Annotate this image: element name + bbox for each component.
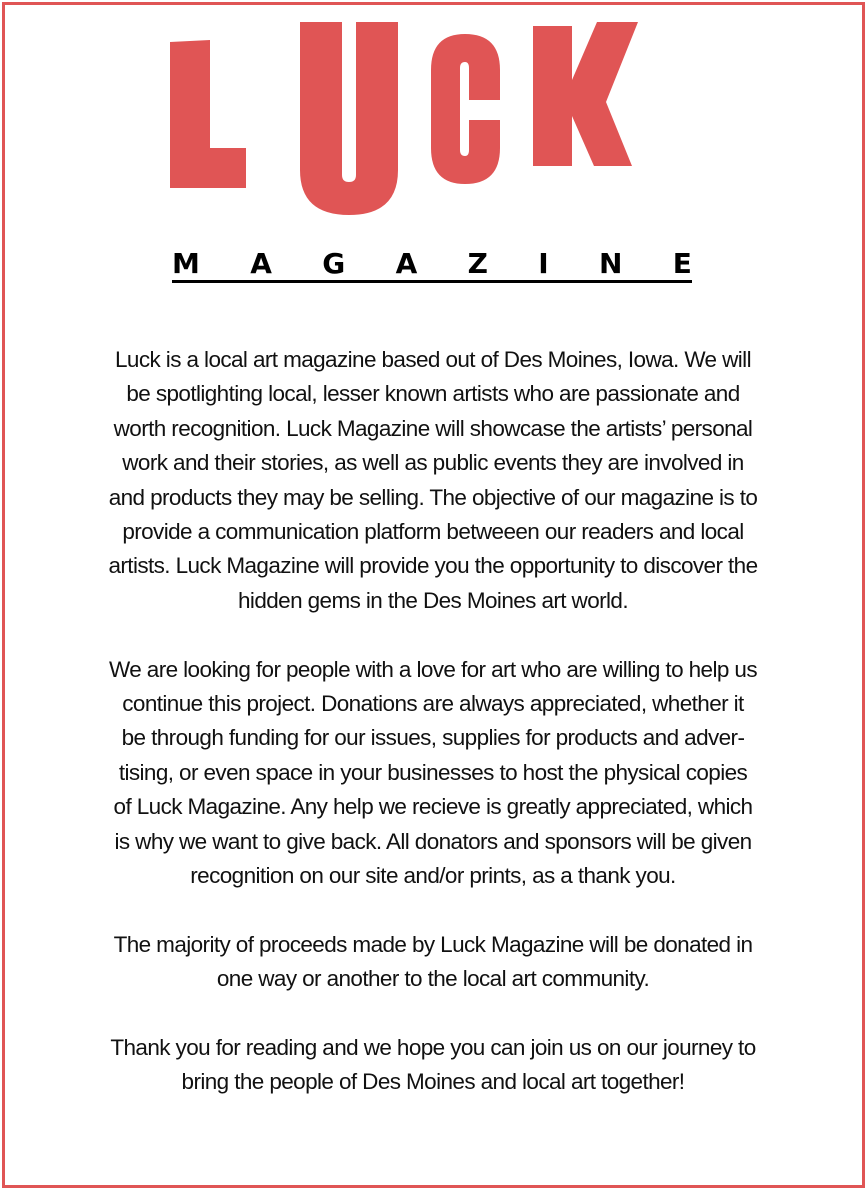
paragraph-proceeds: The majority of proceeds made by Luck Magazine will be donated in one way or another to the local art community. (113, 931, 753, 992)
wordmark-underline (172, 280, 692, 283)
paragraph-donations: We are looking for people with a love for art who are willing to help us continue this project. Donations are always appreciated, whether it be through funding for our issues, supplies for products and adver-tising, or even space in your businesses to host the physical copies of Luck Magazine. Any help we recieve is greatly appreciated, which is why we want to give back. All donators and sponsors will be given recognition on our site and/or prints, as a thank you. (108, 656, 757, 889)
wordmark-letter: G (322, 247, 346, 280)
wordmark-letter: A (250, 247, 272, 280)
luck-logo (160, 20, 705, 220)
wordmark-letter: I (538, 247, 549, 280)
logo-letter-u (300, 22, 398, 215)
logo-letter-k (533, 22, 638, 166)
wordmark-letter: Z (467, 247, 488, 280)
logo-letter-l (170, 40, 246, 188)
wordmark-letter: A (395, 247, 418, 280)
wordmark-letter: M (172, 247, 200, 280)
paragraph-thanks: Thank you for reading and we hope you can join us on our journey to bring the people of Des Moines and local art together! (110, 1035, 756, 1095)
luck-logo-graphic (160, 20, 705, 220)
article-body (108, 343, 758, 1100)
wordmark-letter: N (599, 247, 623, 280)
logo-letter-c (431, 34, 500, 184)
paragraph-intro: Luck is a local art magazine based out of Des Moines, Iowa. We will be spotlighting local, lesser known artists who are passionate and worth recognition. Luck Magazine will showcase the artists’ personal work and their stories, as well as public events they are involved in and products they may be selling. The objective of our magazine is to provide a communication platform betweeen our readers and local artists. Luck Magazine will provide you the opportunity to discover the hidden gems in the Des Moines art world. (108, 347, 758, 613)
wordmark-letter: E (672, 247, 692, 280)
